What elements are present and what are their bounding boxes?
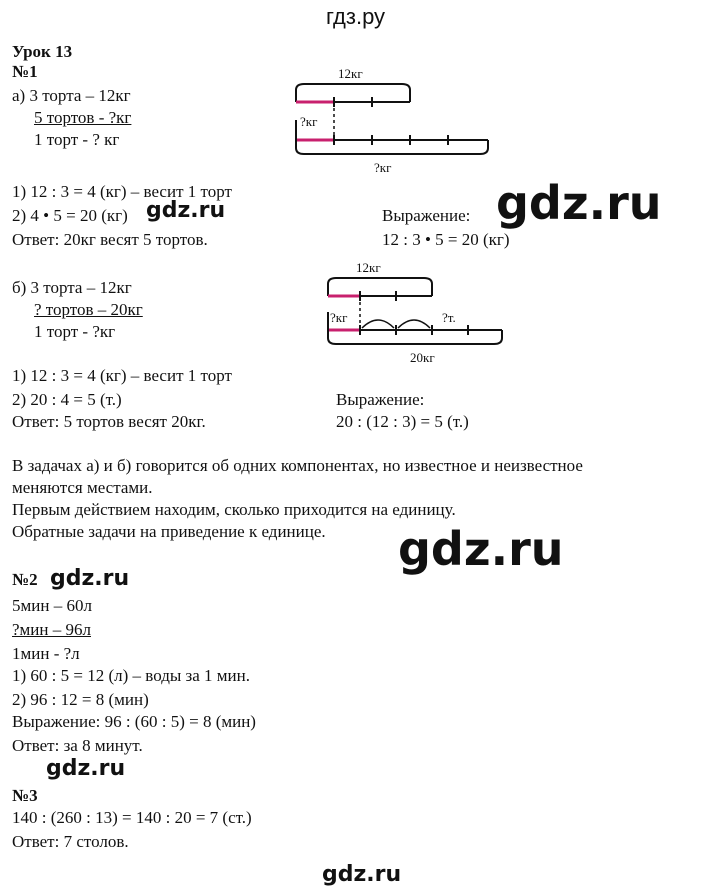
task3-answer: Ответ: 7 столов. xyxy=(12,832,129,851)
task1b-arc xyxy=(362,320,394,328)
task3-number: №3 xyxy=(12,786,38,805)
task2-condition-3: 1мин - ?л xyxy=(12,644,80,663)
task1-note-1: В задачах а) и б) говорится об одних компонентах, но известное и неизвестное xyxy=(12,456,583,475)
task1a-answer: Ответ: 20кг весят 5 тортов. xyxy=(12,230,208,249)
task1a-condition-1: а) 3 торта – 12кг xyxy=(12,86,131,105)
task1b-diagram-bottom-label: 20кг xyxy=(410,350,435,365)
task1a-diagram-bottom-label: ?кг xyxy=(374,160,392,175)
watermark-small-3: gdz.ru xyxy=(46,756,126,781)
task1b-answer: Ответ: 5 тортов весят 20кг. xyxy=(12,412,206,431)
task1b-condition-3: 1 торт - ?кг xyxy=(34,322,116,341)
watermark-large-1: gdz.ru xyxy=(496,176,662,230)
task2-step-1: 1) 60 : 5 = 12 (л) – воды за 1 мин. xyxy=(12,666,250,685)
task2-condition-2: ?мин – 96л xyxy=(12,620,91,639)
task1b-diagram-count-label: ?т. xyxy=(442,310,456,325)
watermark-large-2: gdz.ru xyxy=(398,522,564,576)
task1b-top-brace xyxy=(328,278,432,296)
task1-note-4: Обратные задачи на приведение к единице. xyxy=(12,522,326,541)
watermark-small-2: gdz.ru xyxy=(50,566,130,591)
task1b-diagram-side-label: ?кг xyxy=(330,310,348,325)
task1-number: №1 xyxy=(12,62,38,81)
task1a-expression-label: Выражение: xyxy=(382,206,471,225)
task1a-diagram-top-label: 12кг xyxy=(338,66,363,81)
task1b-expression: 20 : (12 : 3) = 5 (т.) xyxy=(336,412,469,431)
task1b-arc xyxy=(398,320,430,328)
task1b-condition-1: б) 3 торта – 12кг xyxy=(12,278,132,297)
task1a-bottom-brace xyxy=(296,120,488,154)
task1b-step-2: 2) 20 : 4 = 5 (т.) xyxy=(12,390,122,409)
task2-answer: Ответ: за 8 минут. xyxy=(12,736,143,755)
watermark-top: гдз.ру xyxy=(326,4,386,29)
task1a-expression: 12 : 3 • 5 = 20 (кг) xyxy=(382,230,510,249)
task1b-condition-2: ? тортов – 20кг xyxy=(34,300,143,319)
task1a-diagram-side-label: ?кг xyxy=(300,114,318,129)
task1b-step-1: 1) 12 : 3 = 4 (кг) – весит 1 торт xyxy=(12,366,232,385)
watermark-bottom: gdz.ru xyxy=(322,862,402,887)
watermark-small-1: gdz.ru xyxy=(146,198,226,223)
task1-note-2: меняются местами. xyxy=(12,478,153,497)
lesson-title: Урок 13 xyxy=(12,42,73,61)
task1a-condition-2: 5 тортов - ?кг xyxy=(34,108,132,127)
task2-step-2: 2) 96 : 12 = 8 (мин) xyxy=(12,690,149,709)
task1a-condition-3: 1 торт - ? кг xyxy=(34,130,120,149)
task1b-bottom-brace xyxy=(328,312,502,344)
task2-number: №2 xyxy=(12,570,38,589)
task1a-step-1: 1) 12 : 3 = 4 (кг) – весит 1 торт xyxy=(12,182,232,201)
task2-condition-1: 5мин – 60л xyxy=(12,596,92,615)
task1a-step-2: 2) 4 • 5 = 20 (кг) xyxy=(12,206,128,225)
task2-expression: Выражение: 96 : (60 : 5) = 8 (мин) xyxy=(12,712,256,731)
task1-note-3: Первым действием находим, сколько приходится на единицу. xyxy=(12,500,456,519)
task3-expression: 140 : (260 : 13) = 140 : 20 = 7 (ст.) xyxy=(12,808,252,827)
task1a-top-brace xyxy=(296,84,410,102)
task1b-diagram-top-label: 12кг xyxy=(356,260,381,275)
task1b-diagram xyxy=(324,256,524,376)
task1a-diagram xyxy=(292,60,492,180)
task1b-expression-label: Выражение: xyxy=(336,390,425,409)
